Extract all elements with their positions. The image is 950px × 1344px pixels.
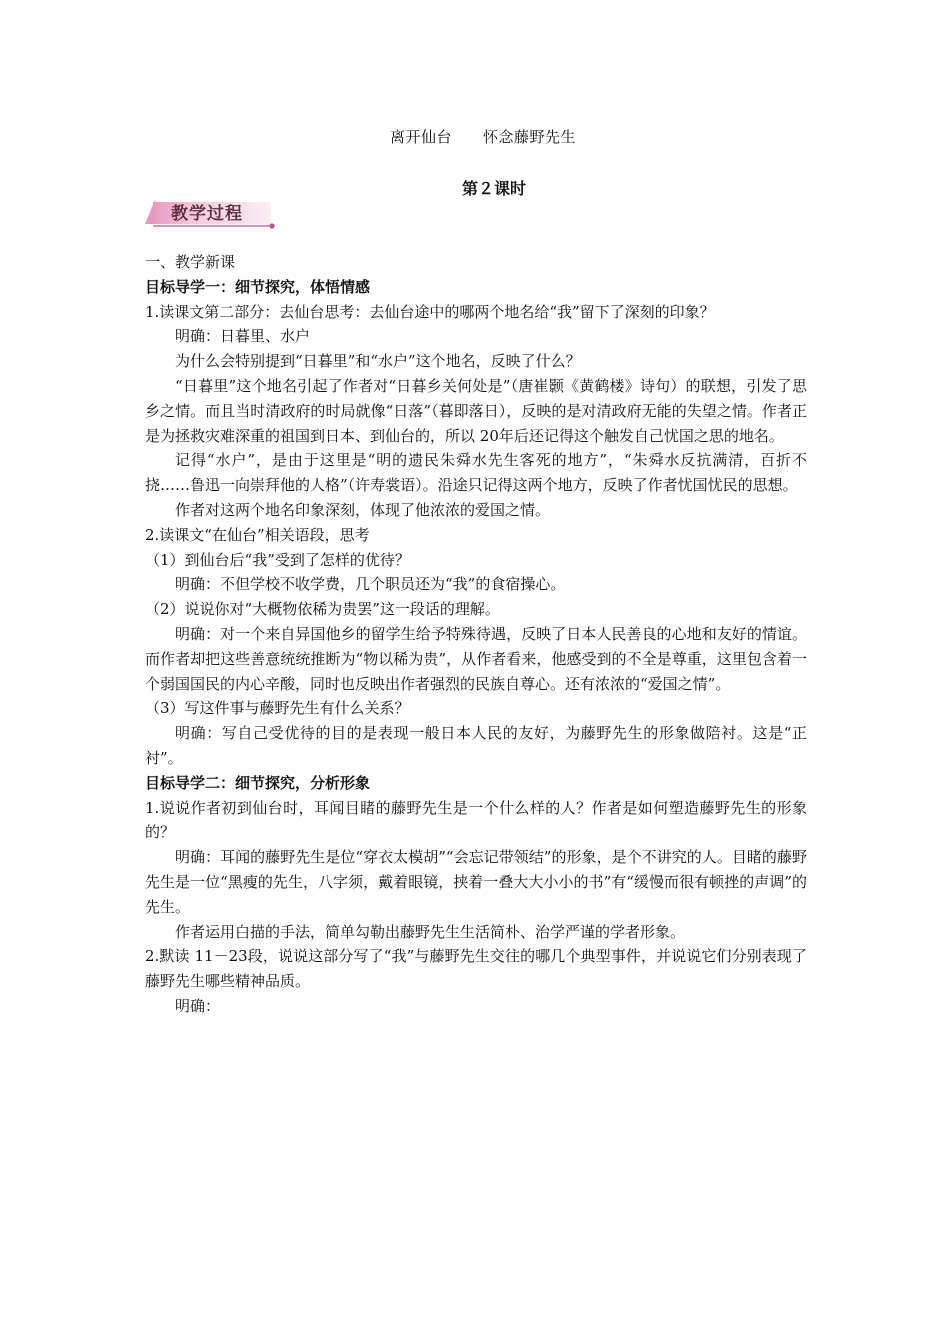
document-header-title: 离开仙台 怀念藤野先生 [389, 128, 576, 146]
answer-3: 明确：耳闻的藤野先生是位“穿衣太模胡”“会忘记带领结”的形象，是个不讲究的人。目睹的藤野先生是一位“黑瘦的先生，八字须，戴着眼镜，挟着一叠大大小小的书”有“缓慢而很有顿挫的声调”的先生。 [145, 848, 807, 916]
sub-question-2-2: （2）说说你对“大概物依稀为贵罢”这一段话的理解。 [145, 600, 500, 619]
answer-1: 明确：日暮里、水户 [175, 327, 311, 346]
banner-label: 教学过程 [171, 204, 243, 224]
question-3: 1.说说作者初到仙台时，耳闻目睹的藤野先生是一个什么样的人？作者是如何塑造藤野先生的形象的？ [145, 798, 807, 842]
answer-2-2: 明确：对一个来自异国他乡的留学生给予特殊待遇，反映了日本人民善良的心地和友好的情谊。而作者却把这些善意统统推断为“物以稀为贵”，从作者看来，他感受到的不全是尊重，这里包含着一个弱国国民的内心辛酸，同时也反映出作者强烈的民族自尊心。还有浓浓的“爱国之情”。 [145, 624, 807, 693]
banner-dot-ornament [269, 223, 274, 228]
teaching-process-banner [143, 196, 283, 232]
question-1: 1.读课文第二部分：去仙台思考：去仙台途中的哪两个地名给“我”留下了深刻的印象？ [145, 302, 715, 321]
objective-heading-1: 目标导学一：细节探究，体悟情感 [145, 277, 371, 296]
section-heading: 一、教学新课 [145, 253, 236, 271]
answer-2-1: 明确：不但学校不收学费，几个职员还为“我”的食宿操心。 [175, 575, 566, 594]
document-body [145, 250, 807, 1019]
sub-question-2-1: （1）到仙台后“我”受到了怎样的优待？ [145, 550, 410, 569]
paragraph-rimu-li: “日暮里”这个地名引起了作者对“日暮乡关何处是”（唐崔颢《黄鹤楼》诗句）的联想，引发了思乡之情。而且当时清政府的时局就像“日落”（暮即落日），反映的是对清政府无能的失望之情。作者正是为拯救灾难深重的祖国到日本、到仙台的，所以 20年后还记得这个触发自己忧国之思的地名。 [145, 376, 807, 445]
paragraph-shuihu: 记得“水户”，是由于这里是“明的遗民朱舜水先生客死的地方”，“朱舜水反抗满清，百折不挠……鲁迅一向崇拜他的人格”（许寿裳语）。沿途只记得这两个地方，反映了作者忧国忧民的思想。 [145, 451, 807, 495]
lesson-title: 第２课时 [461, 179, 526, 198]
answer-2-3: 明确：写自己受优待的目的是表现一般日本人民的友好，为藤野先生的形象做陪衬。这是“正衬”。 [145, 724, 807, 767]
sub-question-2-3: （3）写这件事与藤野先生有什么关系？ [145, 699, 410, 718]
objective-heading-2: 目标导学二：细节探究，分析形象 [145, 773, 371, 792]
question-2: 2.读课文“在仙台”相关语段，思考 [145, 525, 370, 544]
paragraph-summary-1: 作者对这两个地名印象深刻，体现了他浓浓的爱国之情。 [175, 500, 551, 519]
question-4: 2.默读 11－23段，说说这部分写了“我”与藤野先生交往的哪几个典型事件，并说说它们分别表现了藤野先生哪些精神品质。 [145, 947, 807, 991]
question-1-followup: 为什么会特别提到“日暮里”和“水户”这个地名，反映了什么？ [175, 352, 581, 371]
paragraph-summary-2: 作者运用白描的手法，简单勾勒出藤野先生生活简朴、治学严谨的学者形象。 [175, 922, 686, 941]
answer-4: 明确： [175, 996, 221, 1015]
